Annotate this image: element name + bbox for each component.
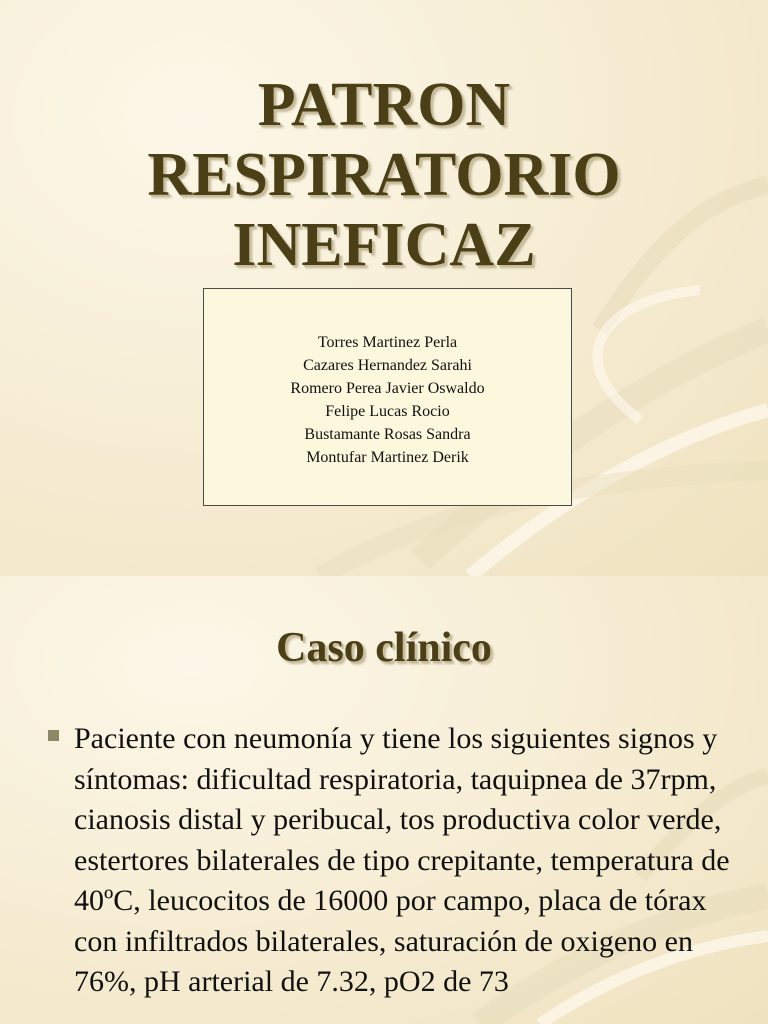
case-slide [0,576,768,1024]
author-name: Romero Perea Javier Oswaldo [290,380,485,397]
title-line: INEFICAZ [232,211,536,279]
title-line: PATRON [257,71,511,139]
author-name: Felipe Lucas Rocio [325,403,450,420]
authors-box [203,288,572,506]
author-name: Cazares Hernandez Sarahi [303,357,472,374]
bullet-list [46,719,746,1003]
title-line: RESPIRATORIO [147,141,621,209]
author-name: Montufar Martinez Derik [306,449,469,466]
bullet-item: Paciente con neumonía y tiene los siguientes signos y síntomas: dificultad respiratoria, taquipnea de 37rpm, cianosis distal y peribucal, tos productiva color verde, estertores bilaterales de tipo crepitante, temperatura de 40ºC, leucocitos de 16000 por campo, placa de tórax con infiltrados bilaterales, saturación de oxigeno en 76%, pH arterial de 7.32, pO2 de 73 [74,722,730,998]
author-name: Torres Martinez Perla [317,334,458,351]
slide-title: Caso clínico [276,625,492,671]
slide-title [0,70,768,280]
author-name: Bustamante Rosas Sandra [304,426,471,443]
square-bullet-icon [48,730,59,741]
